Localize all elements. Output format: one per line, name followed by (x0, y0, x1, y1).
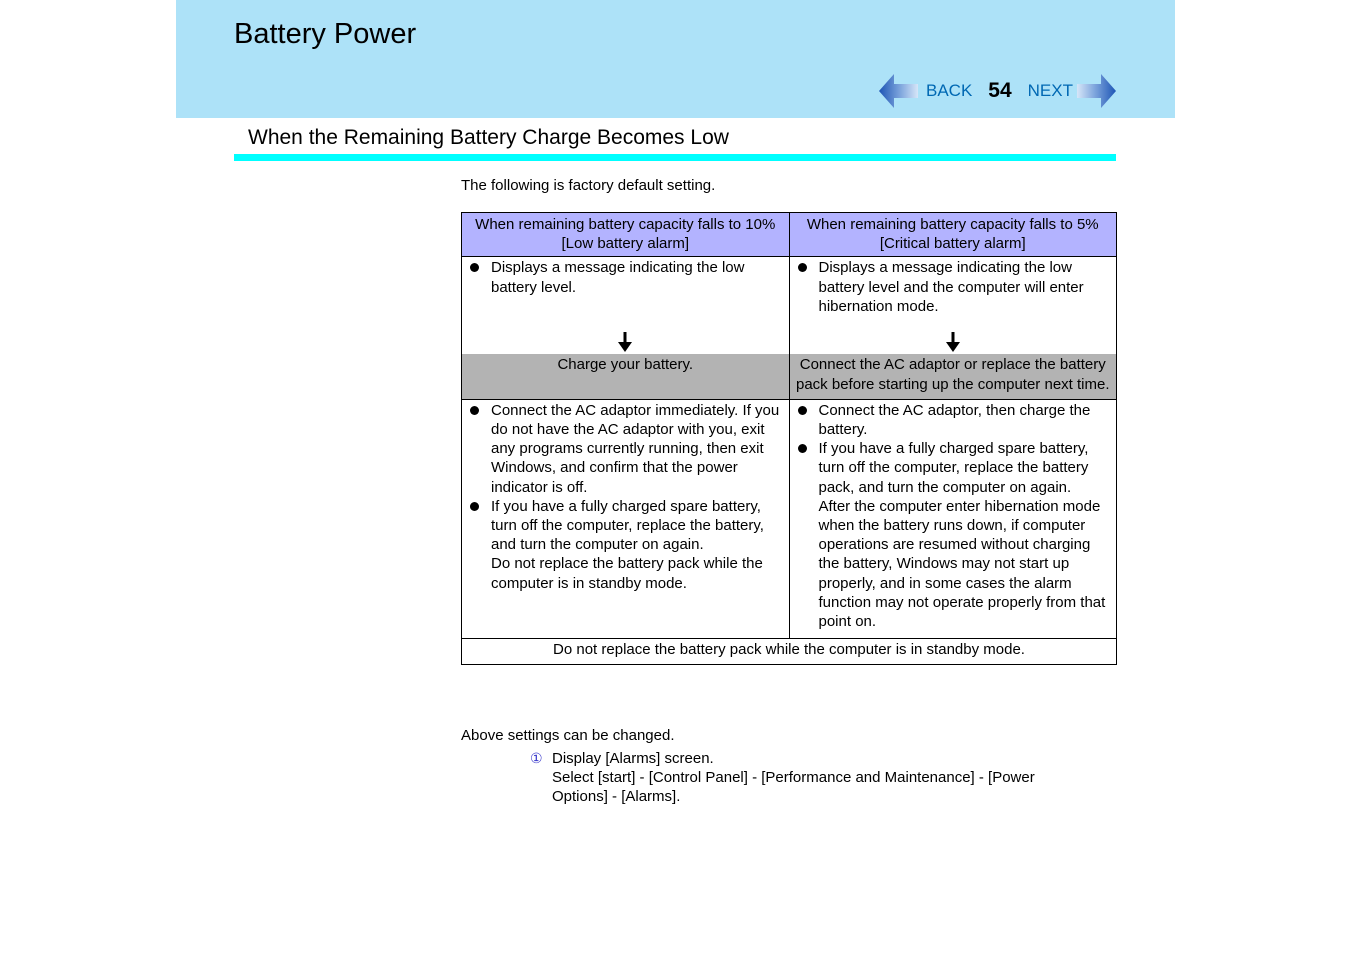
section-title: When the Remaining Battery Charge Becomes Low (248, 126, 729, 149)
list-item: If you have a fully charged spare battery, turn off the computer, replace the battery, and turn the computer on again. Do not replace the battery pack while the computer is in standby mode. (468, 497, 783, 593)
list-item: Displays a message indicating the low battery level. (468, 258, 783, 296)
arrow-down-icon (946, 332, 960, 352)
hibernation-note: After the computer enter hibernation mode when the battery runs down, if computer operations are resumed without charging the battery, Windows may not start up properly, and in some cases the alarm function may not operate properly from that point on. (818, 497, 1106, 631)
intro-text: The following is factory default setting. (461, 177, 716, 194)
step-number: ① (530, 750, 543, 766)
step-instruction: Select [start] - [Control Panel] - [Performance and Maintenance] - [Power Options] - [Alarms]. (552, 769, 1035, 806)
low-battery-steps-cell (462, 399, 790, 638)
battery-alarm-table (461, 212, 1117, 665)
low-battery-action: Charge your battery. (462, 354, 790, 399)
list-item: Displays a message indicating the low battery level and the computer will enter hibernation mode. (796, 258, 1111, 316)
low-battery-header: When remaining battery capacity falls to 10% [Low battery alarm] (462, 213, 790, 257)
list-item: Connect the AC adaptor immediately. If you do not have the AC adaptor with you, exit any programs currently running, then exit Windows, and confirm that the power indicator is off. (468, 401, 783, 497)
arrow-down-icon (618, 332, 632, 352)
settings-note: Above settings can be changed. (461, 727, 675, 744)
list-item: If you have a fully charged spare battery, turn off the computer, replace the battery pack, and turn the computer on again. After the computer enter hibernation mode when the battery runs down, if computer operations are resumed without charging the battery, Windows may not start up properly, and in some cases the alarm function may not operate properly from that point on. (796, 439, 1111, 631)
next-link[interactable]: NEXT (1027, 81, 1073, 100)
table-row (462, 354, 1117, 399)
step-body (552, 749, 1090, 807)
table-row (462, 399, 1117, 638)
header-band (176, 0, 1175, 118)
low-battery-message-cell (462, 257, 790, 355)
table-row (462, 257, 1117, 355)
table-footer-note: Do not replace the battery pack while the computer is in standby mode. (462, 638, 1117, 664)
page-title: Battery Power (234, 18, 417, 50)
standby-note: Do not replace the battery pack while the computer is in standby mode. (491, 555, 763, 592)
page-number: 54 (988, 79, 1012, 102)
critical-battery-action: Connect the AC adaptor or replace the battery pack before starting up the computer next time. (789, 354, 1117, 399)
step-item (530, 749, 1090, 807)
critical-battery-message-cell (789, 257, 1117, 355)
step-title: Display [Alarms] screen. (552, 750, 714, 767)
page-navigation (878, 72, 1117, 110)
table-header-row (462, 213, 1117, 257)
critical-battery-steps-cell (789, 399, 1117, 638)
back-arrow-icon[interactable] (878, 72, 918, 110)
section-divider (234, 154, 1116, 161)
next-arrow-icon[interactable] (1077, 72, 1117, 110)
back-link[interactable]: BACK (926, 81, 973, 100)
critical-battery-header: When remaining battery capacity falls to 5% [Critical battery alarm] (789, 213, 1117, 257)
table-footer-row (462, 638, 1117, 664)
list-item: Connect the AC adaptor, then charge the battery. (796, 401, 1111, 439)
